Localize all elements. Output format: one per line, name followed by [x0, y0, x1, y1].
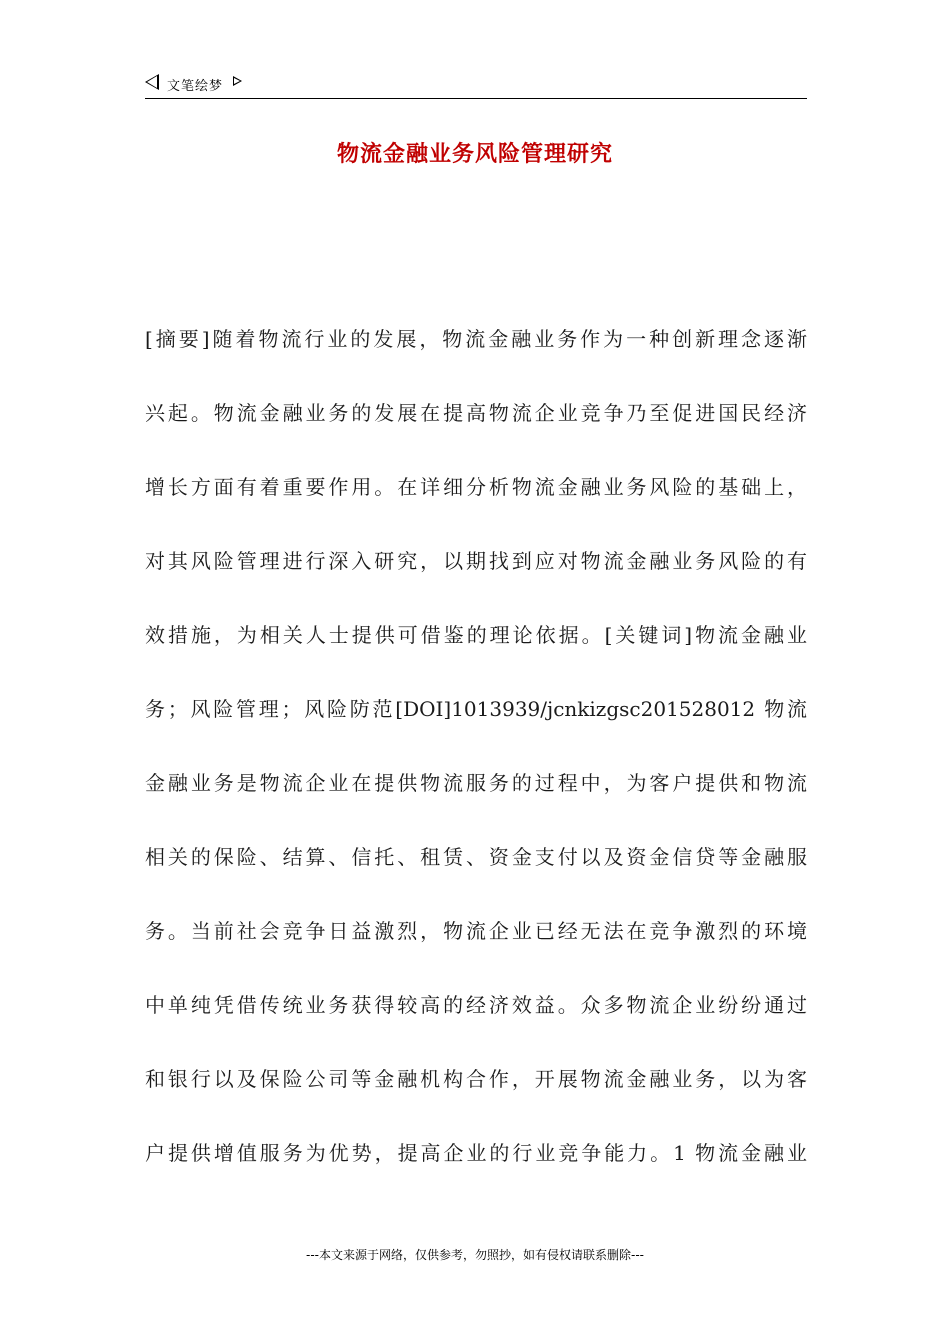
body-line: 增长方面有着重要作用。在详细分析物流金融业务风险的基础上，: [145, 475, 807, 499]
body-text: [145, 322, 807, 1210]
body-line: 务。当前社会竞争日益激烈，物流企业已经无法在竞争激烈的环境: [145, 919, 807, 943]
body-line: 对其风险管理进行深入研究，以期找到应对物流金融业务风险的有: [145, 549, 807, 573]
header-brand: 文笔绘梦: [167, 79, 224, 94]
body-line: 户提供增值服务为优势，提高企业的行业竞争能力。1 物流金融业: [145, 1141, 807, 1165]
body-line: 中单纯凭借传统业务获得较高的经济效益。众多物流企业纷纷通过: [145, 993, 807, 1017]
body-line: 相关的保险、结算、信托、租赁、资金支付以及资金信贷等金融服: [145, 845, 807, 869]
body-line: [摘要]随着物流行业的发展，物流金融业务作为一种创新理念逐渐: [145, 327, 807, 351]
body-line: 务；风险管理；风险防范[DOI]1013939/jcnkizgsc201528012 物流: [145, 697, 807, 721]
body-line: 兴起。物流金融业务的发展在提高物流企业竞争乃至促进国民经济: [145, 401, 807, 425]
page-header: [145, 74, 807, 99]
body-line: 和银行以及保险公司等金融机构合作，开展物流金融业务，以为客: [145, 1067, 807, 1091]
triangle-left-icon: [145, 74, 159, 90]
document-title: 物流金融业务风险管理研究: [336, 142, 613, 167]
triangle-right-icon: [233, 76, 242, 86]
page-footer: ---本文来源于网络，仅供参考，勿照抄，如有侵权请联系删除---: [306, 1248, 644, 1262]
body-line: 金融业务是物流企业在提供物流服务的过程中，为客户提供和物流: [145, 771, 807, 795]
body-line: 效措施，为相关人士提供可借鉴的理论依据。[关键词]物流金融业: [145, 623, 807, 647]
